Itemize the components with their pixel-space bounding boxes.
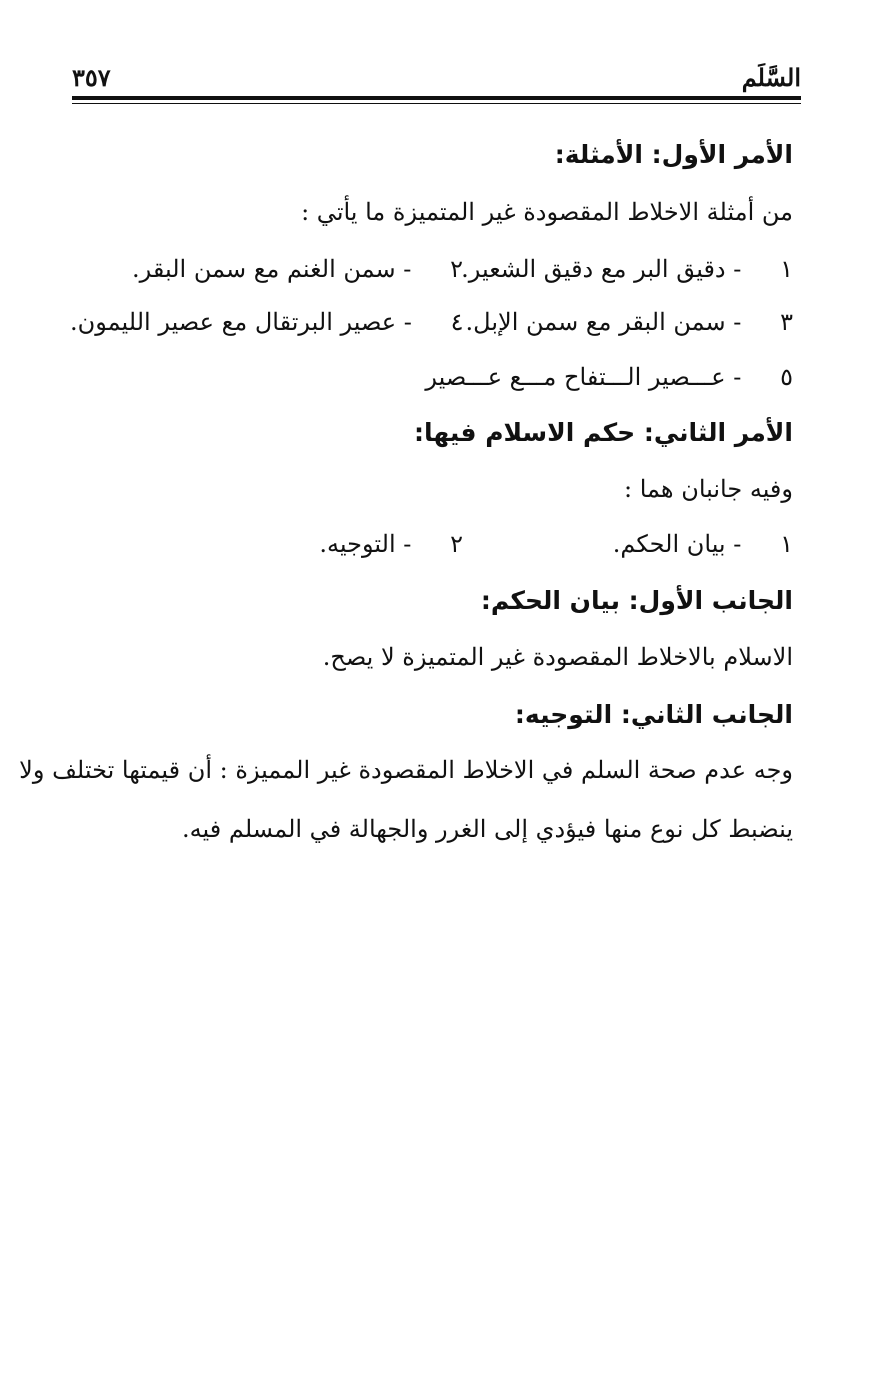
heading-side-two: الجانب الثاني: التوجيه: — [514, 700, 793, 729]
list-item — [70, 530, 463, 558]
list-item — [463, 530, 793, 558]
list-row — [70, 255, 793, 283]
item-text: - بيان الحكم. — [612, 530, 742, 558]
header-rule — [72, 96, 801, 104]
page-number: ٣٥٧ — [72, 63, 111, 92]
item-text: - سمن الغنم مع سمن البقر. — [131, 255, 412, 283]
paragraph-reason-line-1: وجه عدم صحة السلم في الاخلاط المقصودة غير المميزة : أن قيمتها تختلف ولا — [19, 756, 793, 784]
item-number: ٢ — [450, 530, 463, 558]
item-number: ٤ — [450, 308, 464, 336]
list-row — [70, 530, 793, 558]
running-header — [72, 60, 801, 92]
list-item — [70, 255, 463, 283]
heading-examples: الأمر الأول: الأمثلة: — [554, 140, 793, 169]
header-title: السَّلَم — [741, 63, 801, 92]
item-text: - التوجيه. — [319, 530, 412, 558]
paragraph-ruling: الاسلام بالاخلاط المقصودة غير المتميزة لا يصح. — [322, 643, 793, 671]
list-row — [70, 308, 793, 336]
list-item — [70, 308, 464, 336]
item-text: - عصير البرتقال مع عصير الليمون. — [70, 308, 412, 336]
item-number: ٥ — [780, 363, 793, 391]
list-item — [463, 255, 793, 283]
heading-side-one: الجانب الأول: بيان الحكم: — [480, 586, 793, 615]
item-number: ٣ — [780, 308, 793, 336]
item-text: - سمن البقر مع سمن الإبل. — [465, 308, 742, 336]
item-text: - عـــصير الـــتفاح مـــع عـــصير — [425, 363, 742, 391]
paragraph-two-sides: وفيه جانبان هما : — [624, 475, 793, 503]
item-number: ١ — [780, 530, 793, 558]
item-text: - دقيق البر مع دقيق الشعير. — [461, 255, 742, 283]
paragraph-reason-line-2: ينضبط كل نوع منها فيؤدي إلى الغرر والجهالة في المسلم فيه. — [182, 815, 793, 843]
paragraph-intro: من أمثلة الاخلاط المقصودة غير المتميزة ما يأتي : — [301, 198, 793, 226]
list-item — [464, 308, 794, 336]
item-number: ٢ — [450, 255, 463, 283]
item-number: ١ — [780, 255, 793, 283]
heading-ruling: الأمر الثاني: حكم الاسلام فيها: — [414, 418, 793, 447]
list-item — [70, 363, 793, 391]
